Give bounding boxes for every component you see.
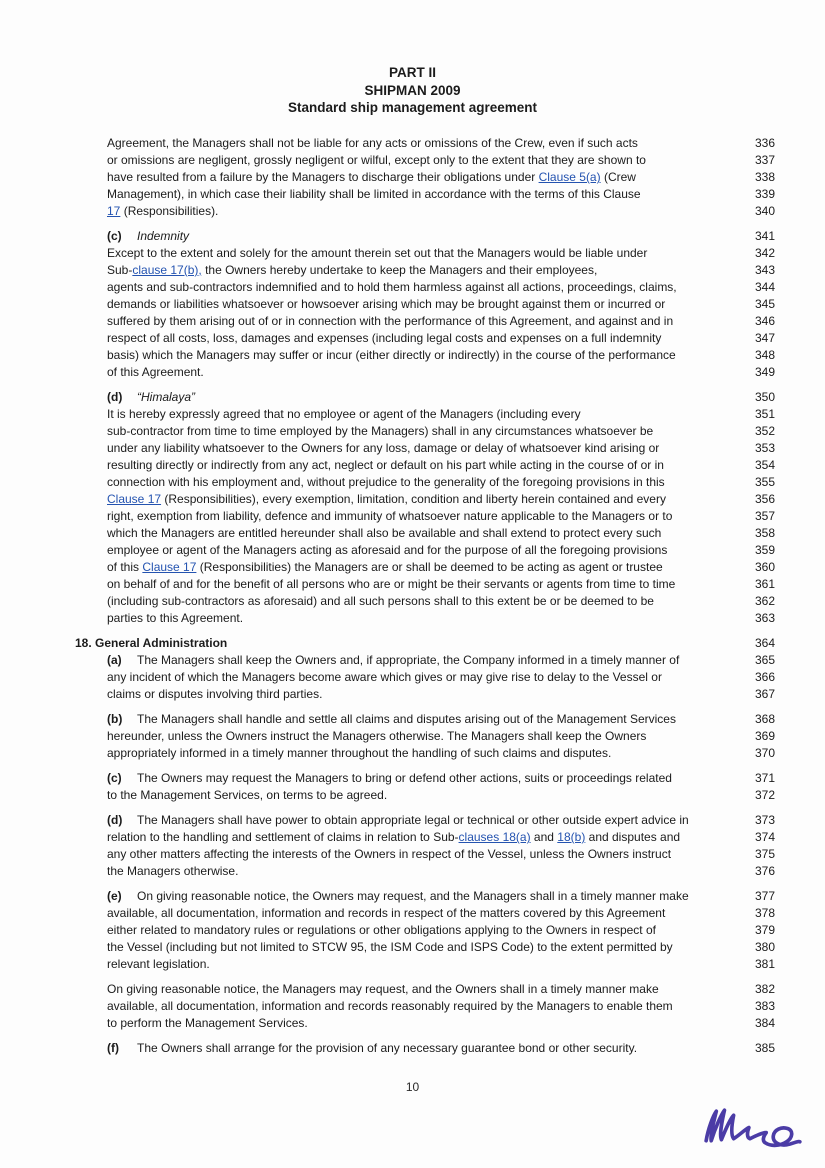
line-number: 350 xyxy=(754,390,775,404)
line-number: 381 xyxy=(754,957,775,971)
line-text xyxy=(107,508,733,525)
line-number: 359 xyxy=(754,543,775,557)
doc-line xyxy=(107,440,775,457)
paragraph-block xyxy=(75,389,775,627)
paragraph-block xyxy=(75,888,775,973)
line-number: 370 xyxy=(754,746,775,760)
doc-line xyxy=(107,262,775,279)
form-subtitle: Standard ship management agreement xyxy=(287,100,538,115)
line-number: 364 xyxy=(754,636,775,650)
line-text xyxy=(107,1040,733,1057)
line-text xyxy=(107,829,733,846)
doc-line xyxy=(107,652,775,669)
text-segment: the Managers otherwise. xyxy=(107,864,239,878)
text-segment: (Crew xyxy=(600,170,636,184)
text-segment: to perform the Management Services. xyxy=(107,1016,308,1030)
line-text xyxy=(107,389,733,406)
text-segment: demands or liabilities whatsoever or howsoever arising which may be brought against them or incurred or xyxy=(107,297,666,311)
line-text xyxy=(107,711,733,728)
text-segment: basis) which the Managers may suffer or incur (either directly or indirectly) in the course of the performance xyxy=(107,348,676,362)
text-segment: relevant legislation. xyxy=(107,957,210,971)
line-number: 341 xyxy=(754,229,775,243)
text-segment: under any liability whatsoever to the Owners for any loss, damage or delay of whatsoever kind arising or xyxy=(107,441,660,455)
clause-link[interactable]: clause 17(b), xyxy=(132,263,202,277)
line-number: 372 xyxy=(754,788,775,802)
doc-line xyxy=(107,745,775,762)
doc-line xyxy=(75,635,775,652)
text-segment: hereunder, unless the Owners instruct the Managers otherwise. The Managers shall keep the Owners xyxy=(107,729,647,743)
line-text xyxy=(107,863,733,880)
line-text xyxy=(107,812,733,829)
doc-line xyxy=(107,787,775,804)
text-segment: to the Management Services, on terms to be agreed. xyxy=(107,788,388,802)
text-segment: (Responsibilities). xyxy=(120,204,219,218)
text-segment: On giving reasonable notice, the Managers may request, and the Owners shall in a timely manner make xyxy=(107,982,659,996)
text-segment: employee or agent of the Managers acting as aforesaid and for the purpose of all the foregoing provisions xyxy=(107,543,668,557)
line-number: 355 xyxy=(754,475,775,489)
line-text xyxy=(107,262,733,279)
line-text xyxy=(107,203,733,220)
doc-line xyxy=(107,542,775,559)
doc-line xyxy=(107,939,775,956)
clause-link[interactable]: Clause 17 xyxy=(107,492,162,506)
line-text xyxy=(107,186,733,203)
line-text xyxy=(107,152,733,169)
line-text xyxy=(107,787,733,804)
line-number: 344 xyxy=(754,280,775,294)
line-text xyxy=(107,846,733,863)
doc-line xyxy=(107,576,775,593)
line-number: 366 xyxy=(754,670,775,684)
clause-link[interactable]: 18(b) xyxy=(557,830,586,844)
doc-line xyxy=(107,998,775,1015)
text-segment: have resulted from a failure by the Managers to discharge their obligations under xyxy=(107,170,539,184)
line-text xyxy=(107,922,733,939)
line-number: 361 xyxy=(754,577,775,591)
doc-line xyxy=(107,203,775,220)
line-number: 368 xyxy=(754,712,775,726)
text-segment: relation to the handling and settlement of claims in relation to Sub- xyxy=(107,830,459,844)
line-number: 347 xyxy=(754,331,775,345)
text-segment: resulting directly or indirectly from any act, neglect or default on his part while acting in the course of or in xyxy=(107,458,664,472)
doc-line xyxy=(107,559,775,576)
paragraph-block xyxy=(75,135,775,220)
clause-link[interactable]: Clause 5(a) xyxy=(538,170,601,184)
doc-line xyxy=(107,508,775,525)
doc-line xyxy=(107,829,775,846)
line-text xyxy=(107,770,733,787)
line-number: 338 xyxy=(754,170,775,184)
line-text xyxy=(107,474,733,491)
line-number: 353 xyxy=(754,441,775,455)
document-lines xyxy=(75,135,775,1057)
paragraph-block xyxy=(75,1040,775,1057)
line-number: 354 xyxy=(754,458,775,472)
line-number: 336 xyxy=(754,136,775,150)
line-number: 357 xyxy=(754,509,775,523)
item-label: (e) xyxy=(107,889,122,903)
line-text xyxy=(107,998,733,1015)
doc-line xyxy=(107,956,775,973)
item-label: (a) xyxy=(107,653,122,667)
line-number: 342 xyxy=(754,246,775,260)
doc-line xyxy=(107,525,775,542)
clause-link[interactable]: clauses 18(a) xyxy=(458,830,531,844)
line-number: 348 xyxy=(754,348,775,362)
text-segment: The Managers shall handle and settle all claims and disputes arising out of the Management Services xyxy=(137,712,676,726)
text-segment: agents and sub-contractors indemnified and to hold them harmless against all actions, proceedings, claims, xyxy=(107,280,677,294)
line-text xyxy=(107,296,733,313)
text-segment: of this Agreement. xyxy=(107,365,204,379)
line-text xyxy=(107,669,733,686)
line-number: 385 xyxy=(754,1041,775,1055)
line-text xyxy=(107,686,733,703)
doc-line xyxy=(107,279,775,296)
line-text xyxy=(107,981,733,998)
doc-line xyxy=(107,406,775,423)
doc-line xyxy=(107,245,775,262)
text-segment: (Responsibilities) the Managers are or shall be deemed to be acting as agent or trustee xyxy=(196,560,663,574)
line-text xyxy=(107,593,733,610)
text-segment: and xyxy=(530,830,558,844)
text-segment: and disputes and xyxy=(585,830,681,844)
doc-line xyxy=(107,423,775,440)
line-text xyxy=(107,279,733,296)
doc-line xyxy=(107,347,775,364)
doc-line xyxy=(107,846,775,863)
text-segment: suffered by them arising out of or in connection with the performance of this Agreement, and against and in xyxy=(107,314,674,328)
doc-line xyxy=(107,686,775,703)
text-segment: On giving reasonable notice, the Owners may request, and the Managers shall in a timely manner make xyxy=(137,889,689,903)
text-segment: on behalf of and for the benefit of all persons who are or might be their servants or agents from time to time xyxy=(107,577,676,591)
line-text xyxy=(107,576,733,593)
text-segment: any incident of which the Managers become aware which gives or may give rise to delay to the Vessel or xyxy=(107,670,662,684)
text-segment: (including sub-contractors as aforesaid) and all such persons shall to this extent be or be deemed to be xyxy=(107,594,654,608)
line-text xyxy=(107,610,733,627)
text-segment: Management), in which case their liability shall be limited in accordance with the terms of this Clause xyxy=(107,187,641,201)
line-text xyxy=(107,905,733,922)
text-segment: available, all documentation, information and records in respect of the matters covered by this Agreement xyxy=(107,906,666,920)
line-text xyxy=(107,652,733,669)
paragraph-block xyxy=(75,711,775,762)
line-number: 371 xyxy=(754,771,775,785)
doc-line xyxy=(107,863,775,880)
text-segment: Indemnity xyxy=(137,229,190,243)
line-text xyxy=(107,939,733,956)
line-text xyxy=(107,745,733,762)
line-number: 369 xyxy=(754,729,775,743)
text-segment: any other matters affecting the interests of the Owners in respect of the Vessel, unless the Owners instruct xyxy=(107,847,672,861)
doc-line xyxy=(107,1015,775,1032)
text-segment: The Managers shall keep the Owners and, if appropriate, the Company informed in a timely manner of xyxy=(137,653,680,667)
line-number: 340 xyxy=(754,204,775,218)
line-text xyxy=(107,888,733,905)
line-number: 382 xyxy=(754,982,775,996)
line-number: 375 xyxy=(754,847,775,861)
line-number: 362 xyxy=(754,594,775,608)
item-label: (c) xyxy=(107,229,122,243)
line-number: 374 xyxy=(754,830,775,844)
line-text xyxy=(107,525,733,542)
line-text xyxy=(107,1015,733,1032)
text-segment: of this xyxy=(107,560,143,574)
doc-line xyxy=(107,330,775,347)
doc-line xyxy=(107,888,775,905)
line-number: 384 xyxy=(754,1016,775,1030)
line-number: 365 xyxy=(754,653,775,667)
line-text xyxy=(107,313,733,330)
text-segment: the Owners hereby undertake to keep the Managers and their employees, xyxy=(201,263,598,277)
line-number: 378 xyxy=(754,906,775,920)
paragraph-block xyxy=(75,635,775,652)
doc-line xyxy=(107,922,775,939)
line-text xyxy=(107,245,733,262)
doc-line xyxy=(107,1040,775,1057)
line-number: 339 xyxy=(754,187,775,201)
paragraph-block xyxy=(75,812,775,880)
text-segment: The Owners shall arrange for the provision of any necessary guarantee bond or other security. xyxy=(137,1041,638,1055)
doc-line xyxy=(107,474,775,491)
line-number: 346 xyxy=(754,314,775,328)
item-label: (c) xyxy=(107,771,122,785)
doc-line xyxy=(107,389,775,406)
text-segment: “Himalaya” xyxy=(137,390,196,404)
text-segment: 18. General Administration xyxy=(75,636,228,650)
line-number: 356 xyxy=(754,492,775,506)
handwritten-signature xyxy=(698,1098,810,1156)
line-text xyxy=(107,440,733,457)
text-segment: right, exemption from liability, defence and immunity of whatsoever nature applicable to the Managers or to xyxy=(107,509,673,523)
text-segment: available, all documentation, information and records reasonably required by the Managers to enable them xyxy=(107,999,673,1013)
doc-line xyxy=(107,457,775,474)
part-title: PART II xyxy=(389,65,436,80)
line-text xyxy=(107,406,733,423)
text-segment: The Managers shall have power to obtain appropriate legal or technical or other outside expert advice in xyxy=(137,813,689,827)
line-text xyxy=(107,364,733,381)
doc-line xyxy=(107,905,775,922)
line-text xyxy=(107,542,733,559)
line-text xyxy=(107,491,733,508)
line-number: 377 xyxy=(754,889,775,903)
line-number: 363 xyxy=(754,611,775,625)
line-number: 349 xyxy=(754,365,775,379)
text-segment: The Owners may request the Managers to bring or defend other actions, suits or proceedings related xyxy=(137,771,672,785)
doc-line xyxy=(107,186,775,203)
doc-line xyxy=(107,770,775,787)
text-segment: the Vessel (including but not limited to STCW 95, the ISM Code and ISPS Code) to the extent permitted by xyxy=(107,940,673,954)
text-segment: either related to mandatory rules or regulations or other obligations applying to the Owners in respect of xyxy=(107,923,656,937)
text-segment: or omissions are negligent, grossly negligent or wilful, except only to the extent that they are shown to xyxy=(107,153,646,167)
doc-line xyxy=(107,610,775,627)
line-number: 351 xyxy=(754,407,775,421)
text-segment: parties to this Agreement. xyxy=(107,611,244,625)
text-segment: It is hereby expressly agreed that no employee or agent of the Managers (including every xyxy=(107,407,581,421)
doc-line xyxy=(107,812,775,829)
item-label: (f) xyxy=(107,1041,119,1055)
line-text xyxy=(107,135,733,152)
doc-line xyxy=(107,491,775,508)
line-text xyxy=(75,635,733,652)
doc-line xyxy=(107,981,775,998)
item-label: (b) xyxy=(107,712,123,726)
form-title: SHIPMAN 2009 xyxy=(364,82,461,98)
line-text xyxy=(107,728,733,745)
document-header xyxy=(0,64,825,117)
line-number: 345 xyxy=(754,297,775,311)
line-number: 343 xyxy=(754,263,775,277)
doc-line xyxy=(107,296,775,313)
line-number: 383 xyxy=(754,999,775,1013)
doc-line xyxy=(107,711,775,728)
paragraph-block xyxy=(75,228,775,381)
line-number: 360 xyxy=(754,560,775,574)
line-text xyxy=(107,559,733,576)
line-text xyxy=(107,330,733,347)
doc-line xyxy=(107,593,775,610)
line-text xyxy=(107,228,733,245)
doc-line xyxy=(107,135,775,152)
clause-link[interactable]: Clause 17 xyxy=(142,560,197,574)
text-segment: (Responsibilities), every exemption, limitation, condition and liberty herein contained and every xyxy=(161,492,666,506)
line-text xyxy=(107,423,733,440)
paragraph-block xyxy=(75,770,775,804)
doc-line xyxy=(107,669,775,686)
line-number: 379 xyxy=(754,923,775,937)
doc-line xyxy=(107,169,775,186)
clause-link[interactable]: 17 xyxy=(107,204,121,218)
page-number: 10 xyxy=(405,1080,420,1094)
text-segment: connection with his employment and, without prejudice to the generality of the foregoing provisions in this xyxy=(107,475,665,489)
text-segment: respect of all costs, loss, damages and expenses (including legal costs and expenses on a full indemnity xyxy=(107,331,662,345)
text-segment: Agreement, the Managers shall not be liable for any acts or omissions of the Crew, even if such acts xyxy=(107,136,638,150)
line-number: 358 xyxy=(754,526,775,540)
doc-line xyxy=(107,728,775,745)
item-label: (d) xyxy=(107,813,123,827)
doc-line xyxy=(107,313,775,330)
item-label: (d) xyxy=(107,390,123,404)
doc-line xyxy=(107,152,775,169)
line-number: 352 xyxy=(754,424,775,438)
paragraph-block xyxy=(75,981,775,1032)
line-text xyxy=(107,457,733,474)
line-number: 337 xyxy=(754,153,775,167)
line-text xyxy=(107,956,733,973)
line-number: 380 xyxy=(754,940,775,954)
line-number: 373 xyxy=(754,813,775,827)
doc-line xyxy=(107,364,775,381)
line-number: 367 xyxy=(754,687,775,701)
signature-stroke xyxy=(706,1110,800,1145)
text-segment: appropriately informed in a timely manner throughout the handling of such claims and disputes. xyxy=(107,746,612,760)
line-text xyxy=(107,347,733,364)
text-segment: sub-contractor from time to time employed by the Managers) shall in any circumstances whatsoever be xyxy=(107,424,654,438)
text-segment: Sub- xyxy=(107,263,133,277)
line-number: 376 xyxy=(754,864,775,878)
line-text xyxy=(107,169,733,186)
paragraph-block xyxy=(75,652,775,703)
text-segment: claims or disputes involving third parties. xyxy=(107,687,323,701)
text-segment: Except to the extent and solely for the amount therein set out that the Managers would be liable under xyxy=(107,246,648,260)
doc-line xyxy=(107,228,775,245)
text-segment: which the Managers are entitled hereunder shall also be available and shall extend to protect every such xyxy=(107,526,662,540)
